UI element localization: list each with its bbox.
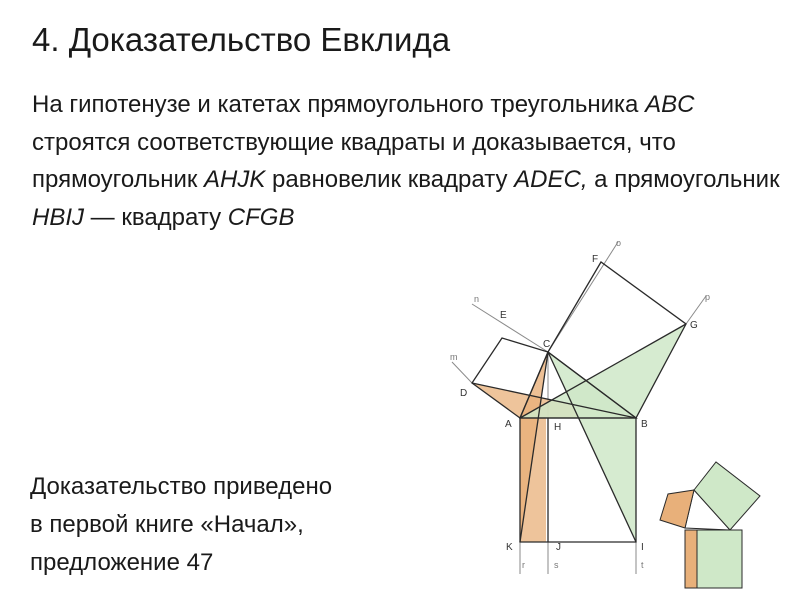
rectangle-hbij: HBIJ xyxy=(32,203,85,231)
statement-text-1: На гипотенузе и катетах прямоугольного треугольника xyxy=(32,91,646,118)
label-n: n xyxy=(474,294,480,304)
construction-line-n xyxy=(472,304,551,352)
label-s: s xyxy=(554,560,559,570)
label-k: K xyxy=(506,542,513,553)
label-t: t xyxy=(641,560,644,570)
square-adec: ADEC, xyxy=(514,166,588,193)
label-e: E xyxy=(500,310,507,321)
statement-text-5: — квадрату xyxy=(84,203,228,231)
rectangle-ahjk-fill xyxy=(520,418,546,542)
label-i: I xyxy=(641,542,644,553)
label-d: D xyxy=(460,388,468,399)
source-note-line: в первой книге «Начал», xyxy=(30,511,304,538)
label-b: B xyxy=(641,419,648,430)
label-g: G xyxy=(690,320,698,331)
label-m: m xyxy=(450,352,458,362)
label-f: F xyxy=(592,254,599,265)
label-c: C xyxy=(543,339,551,350)
thumbnail-orange-rect xyxy=(685,530,697,588)
construction-line-m xyxy=(452,362,472,383)
statement-text-4: а прямоугольник xyxy=(587,166,780,193)
thumbnail-green-rect xyxy=(697,530,742,588)
label-h: H xyxy=(554,422,562,433)
shaded-triangles xyxy=(472,324,686,542)
triangle-abc: ABC xyxy=(645,91,695,118)
label-r: r xyxy=(522,560,525,570)
construction-line-o xyxy=(548,242,618,352)
statement-text-3: равновелик квадрату xyxy=(265,166,515,193)
source-note-line: предложение 47 xyxy=(30,549,214,576)
rectangle-ahjk: AHJK xyxy=(204,166,266,193)
label-o: o xyxy=(616,238,622,248)
label-a: A xyxy=(505,419,512,430)
label-j: J xyxy=(556,542,561,553)
slide-title: 4. Доказательство Евклида xyxy=(32,21,451,58)
thumbnail-figure xyxy=(660,462,760,588)
label-p: p xyxy=(705,292,711,302)
statement-text-2: строятся соответствующие квадраты и доказывается, что прямоугольник xyxy=(32,128,676,193)
source-note-line: Доказательство приведено xyxy=(30,473,333,500)
square-cfgb: CFGB xyxy=(227,203,295,231)
